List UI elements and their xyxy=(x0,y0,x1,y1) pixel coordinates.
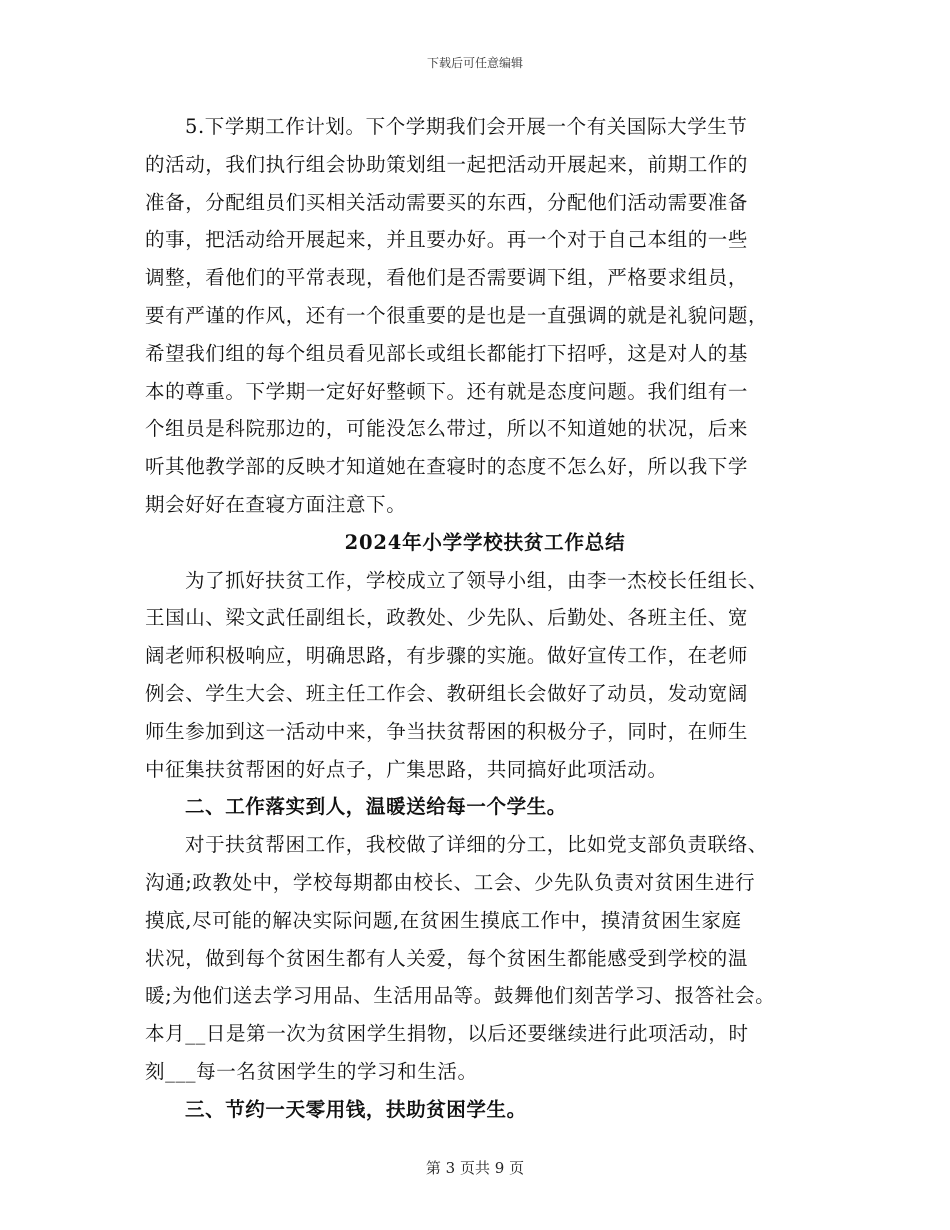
paragraph-line: 中征集扶贫帮困的好点子，广集思路，共同搞好此项活动。 xyxy=(145,757,668,781)
paragraph-line: 准备，分配组员们买相关活动需要买的东西，分配他们活动需要准备 xyxy=(145,190,749,214)
paragraph-line: 听其他教学部的反映才知道她在查寝时的态度不怎么好，所以我下学 xyxy=(145,455,749,479)
paragraph-line: 本月__日是第一次为贫困学生捐物，以后还要继续进行此项活动，时 xyxy=(145,1022,749,1046)
paragraph-line: 沟通;政教处中，学校每期都由校长、工会、少先队负责对贫困生进行 xyxy=(145,870,756,894)
paragraph-line: 刻___每一名贫困学生的学习和生活。 xyxy=(145,1059,478,1083)
section-heading: 二、工作落实到人，温暖送给每一个学生。 xyxy=(185,795,567,819)
document-body xyxy=(145,108,825,1129)
paragraph-line: 要有严谨的作风，还有一个很重要的是也是一直强调的就是礼貌问题， xyxy=(145,303,769,327)
document-title: 2024年小学学校扶贫工作总结 xyxy=(344,530,626,554)
paragraph-line: 为了抓好扶贫工作，学校成立了领导小组，由李一杰校长任组长、 xyxy=(185,568,768,592)
paragraph-line: 希望我们组的每个组员看见部长或组长都能打下招呼，这是对人的基 xyxy=(145,341,749,365)
paragraph-line: 暖;为他们送去学习用品、生活用品等。鼓舞他们刻苦学习、报答社会。 xyxy=(145,984,776,1008)
page-footer: 第 3 页共 9 页 xyxy=(425,1159,525,1177)
paragraph-line: 王国山、梁文武任副组长，政教处、少先队、后勤处、各班主任、宽 xyxy=(145,606,749,630)
paragraph-line: 对于扶贫帮困工作，我校做了详细的分工，比如党支部负责联络、 xyxy=(185,833,768,857)
paragraph-line: 阔老师积极响应，明确思路，有步骤的实施。做好宣传工作，在老师 xyxy=(145,644,749,668)
paragraph-line: 的事，把活动给开展起来，并且要办好。再一个对于自己本组的一些 xyxy=(145,228,749,252)
page-header: 下载后可任意编辑 xyxy=(426,56,523,70)
paragraph-line: 状况，做到每个贫困生都有人关爱，每个贫困生都能感受到学校的温 xyxy=(145,946,749,970)
paragraph-line: 期会好好在查寝方面注意下。 xyxy=(145,492,407,516)
paragraph-line: 调整，看他们的平常表现，看他们是否需要调下组，严格要求组员， xyxy=(145,266,749,290)
paragraph-line: 摸底,尽可能的解决实际问题,在贫困生摸底工作中，摸清贫困生家庭 xyxy=(145,908,742,932)
paragraph-line: 5.下学期工作计划。下个学期我们会开展一个有关国际大学生节 xyxy=(185,115,748,138)
paragraph-line: 个组员是科院那边的，可能没怎么带过，所以不知道她的状况，后来 xyxy=(145,417,749,441)
paragraph-line: 例会、学生大会、班主任工作会、教研组长会做好了动员，发动宽阔 xyxy=(145,681,749,705)
paragraph-line: 本的尊重。下学期一定好好整顿下。还有就是态度问题。我们组有一 xyxy=(145,379,749,403)
paragraph-line: 的活动，我们执行组会协助策划组一起把活动开展起来，前期工作的 xyxy=(145,152,749,176)
section-heading: 三、节约一天零用钱，扶助贫困学生。 xyxy=(185,1097,527,1121)
paragraph-line: 师生参加到这一活动中来，争当扶贫帮困的积极分子，同时，在师生 xyxy=(145,719,749,743)
